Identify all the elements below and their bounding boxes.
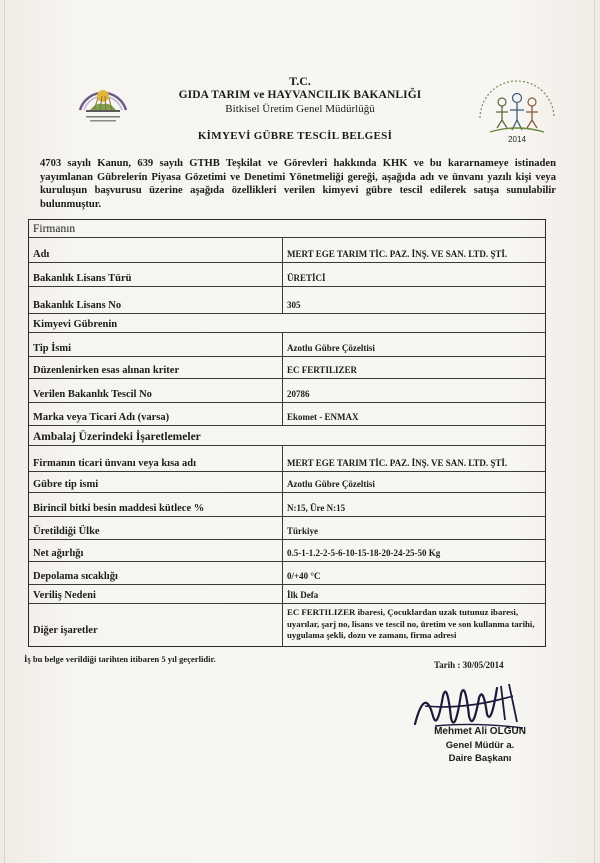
row-label: Birincil bitki besin maddesi kütlece % xyxy=(33,503,205,514)
ministry-name: GIDA TARIM ve HAYVANCILIK BAKANLIĞI xyxy=(178,89,422,101)
row-label: Firmanın ticari ünvanı veya kısa adı xyxy=(33,458,197,469)
country-abbreviation: T.C. xyxy=(289,74,311,88)
table-row xyxy=(29,604,545,648)
row-value: MERT EGE TARIM TİC. PAZ. İNŞ. VE SAN. LTD. ŞTİ. xyxy=(287,458,508,468)
page-edge-right xyxy=(594,0,595,863)
signer-name: Mehmet Ali OLGUN xyxy=(434,726,526,737)
table-row xyxy=(29,585,545,604)
page-edge-left xyxy=(4,0,5,863)
row-value: EC FERTILIZER ibaresi, Çocuklardan uzak tutunuz ibaresi, uyarılar, şarj no, lisans ve tescil no, üretim ve son kullanma tarihi, uygulama şekli, dozu ve zamanı, firma adresi xyxy=(287,607,535,640)
signer-title: Genel Müdür a. xyxy=(445,740,515,751)
row-value: 20786 xyxy=(287,389,310,399)
family-farming-year-logo-icon xyxy=(470,66,564,146)
row-value: ÜRETİCİ xyxy=(287,273,326,283)
row-value: İlk Defa xyxy=(287,590,319,600)
validity-note: İş bu belge verildiği tarihten itibaren 5 yıl geçerlidir. xyxy=(24,654,216,664)
row-value: N:15, Üre N:15 xyxy=(287,503,346,513)
table-row xyxy=(29,379,545,403)
section-row-fertilizer xyxy=(29,314,545,333)
section-row-packaging xyxy=(29,426,545,446)
row-label: Düzenlenirken esas alınan kriter xyxy=(33,365,180,376)
row-label: Net ağırlığı xyxy=(33,548,84,559)
row-label: Bakanlık Lisans Türü xyxy=(33,273,132,284)
row-label: Depolama sıcaklığı xyxy=(33,571,118,582)
document-title: KİMYEVİ GÜBRE TESCİL BELGESİ xyxy=(197,130,393,142)
table-row xyxy=(29,238,545,263)
row-value: MERT EGE TARIM TİC. PAZ. İNŞ. VE SAN. LTD. ŞTİ. xyxy=(287,249,508,259)
row-label: Gübre tip ismi xyxy=(33,479,99,490)
row-label: Tip İsmi xyxy=(33,343,72,354)
section-row-firm xyxy=(29,220,545,238)
directorate-name: Bitkisel Üretim Genel Müdürlüğü xyxy=(225,103,375,115)
row-label: Üretildiği Ülke xyxy=(33,526,100,537)
row-label: Adı xyxy=(33,249,50,260)
section-heading: Kimyevi Gübrenin xyxy=(33,319,118,330)
section-heading: Ambalaj Üzerindeki İşaretlemeler xyxy=(33,431,201,443)
row-value: Ekomet - ENMAX xyxy=(287,412,359,422)
registration-table xyxy=(28,219,546,647)
row-value: Türkiye xyxy=(287,526,319,536)
table-row xyxy=(29,562,545,585)
table-row xyxy=(29,517,545,540)
row-label: Marka veya Ticari Adı (varsa) xyxy=(33,412,170,423)
intro-paragraph: 4703 sayılı Kanun, 639 sayılı GTHB Teşkilat ve Görevleri hakkında KHK ve bu kararnameye istinaden yayımlanan Gübrelerin Piyasa Gözetimi ve Denetimi Yönetmeliği gereği, aşağıda adı ve ünvanı yazılı kişi veya kuruluşun başvurusu üzerine aşağıda özellikleri verilen kimyevi gübre tescil edilerek satışa sunulabilir bulunmuştur. xyxy=(40,158,556,210)
row-label: Bakanlık Lisans No xyxy=(33,300,122,311)
ministry-logo-icon xyxy=(72,66,134,136)
logo-year: 2014 xyxy=(508,135,526,144)
issue-date: Tarih : 30/05/2014 xyxy=(434,660,504,670)
row-label: Diğer işaretler xyxy=(33,625,98,636)
row-value: Azotlu Gübre Çözeltisi xyxy=(287,343,375,353)
section-heading: Firmanın xyxy=(33,223,76,235)
table-row xyxy=(29,540,545,562)
row-label: Verilen Bakanlık Tescil No xyxy=(33,389,152,400)
table-row xyxy=(29,403,545,426)
table-row xyxy=(29,446,545,472)
row-value: 305 xyxy=(287,300,301,310)
row-label: Veriliş Nedeni xyxy=(33,590,96,601)
row-value: Azotlu Gübre Çözeltisi xyxy=(287,479,375,489)
table-row xyxy=(29,263,545,287)
table-row xyxy=(29,472,545,493)
table-row xyxy=(29,287,545,314)
row-value: 0/+40 °C xyxy=(287,571,321,581)
document-header xyxy=(150,74,450,116)
table-row xyxy=(29,493,545,517)
table-row xyxy=(29,333,545,357)
row-value: 0.5-1-1.2-2-5-6-10-15-18-20-24-25-50 Kg xyxy=(287,548,441,558)
row-value: EC FERTILIZER xyxy=(287,365,357,375)
signer-title: Daire Başkanı xyxy=(448,753,512,764)
table-row xyxy=(29,357,545,379)
